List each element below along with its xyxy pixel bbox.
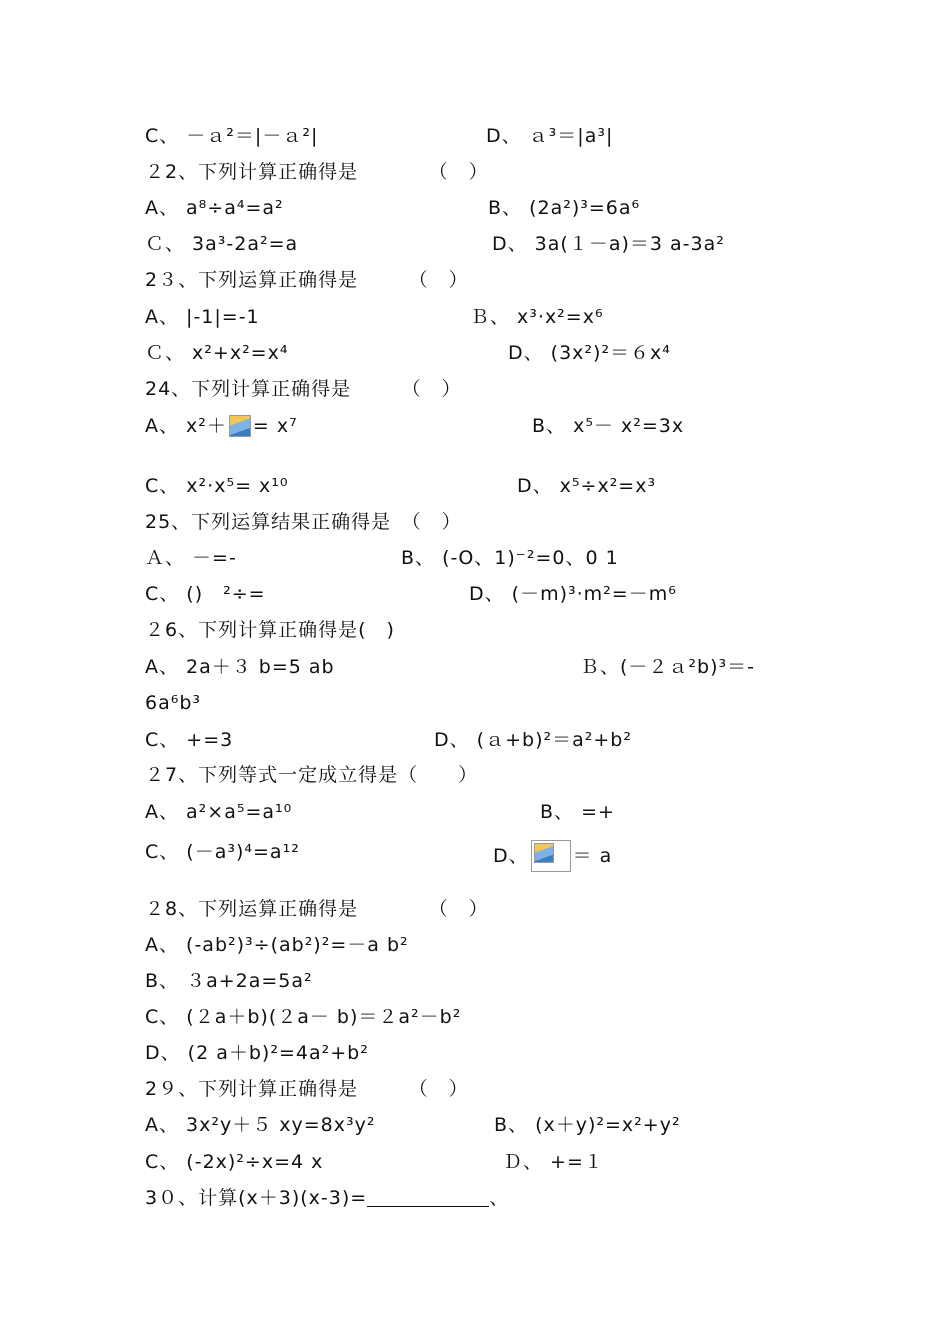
option-28-a: A、 (-ab²)³÷(ab²)²=－a b²	[145, 934, 409, 956]
option-24-d: D、 x⁵÷x²=x³	[517, 475, 657, 497]
option-26-b: Ｂ、(－２ａ²b)³＝-	[580, 656, 755, 678]
option-28-d: D、 (2 a＋b)²=4a²+b²	[145, 1042, 369, 1064]
option-28-b: B、 ３a+2a=5a²	[145, 970, 313, 992]
option-25-c: C、 () ²÷=	[145, 583, 266, 605]
option-27-d-suffix: ＝ a	[572, 845, 613, 867]
question-24: 24、下列计算正确得是 （ ）	[145, 378, 462, 400]
question-26: ２6、下列计算正确得是( )	[145, 619, 395, 641]
question-27: ２7、下列等式一定成立得是（ ）	[145, 764, 479, 786]
option-24-a	[145, 414, 298, 438]
question-30	[145, 1186, 509, 1210]
answer-blank[interactable]	[367, 1188, 489, 1207]
option-23-d: D、 (3x²)²＝６x⁴	[508, 342, 671, 364]
option-23-b: Ｂ、 x³·x²=x⁶	[470, 306, 604, 328]
missing-image-icon	[531, 840, 571, 872]
option-24-c: C、 x²·x⁵= x¹⁰	[145, 475, 289, 497]
option-22-c: Ｃ、 3a³-2a²=a	[145, 233, 299, 255]
question-28: ２8、下列运算正确得是 （ ）	[145, 898, 489, 920]
option-24-a-suffix: = x⁷	[252, 415, 298, 437]
option-27-d-prefix: D、	[493, 845, 529, 867]
option-28-c: C、 (２a＋b)(２a－ b)＝２a²－b²	[145, 1006, 462, 1028]
option-23-a: A、 |-1|=-1	[145, 306, 260, 328]
option-21-d: D、 ａ³＝|a³|	[486, 125, 614, 147]
option-27-a: A、 a²×a⁵=a¹⁰	[145, 801, 293, 823]
option-29-c: C、 (-2x)²÷x=4 x	[145, 1151, 324, 1173]
question-30-suffix: 、	[489, 1187, 510, 1209]
question-30-prefix: 3０、计算(x＋3)(x-3)=	[145, 1187, 368, 1209]
option-29-d: Ｄ、 +=１	[503, 1151, 604, 1173]
option-22-d: D、 3a(１－a)＝3 a-3a²	[492, 233, 725, 255]
option-26-b-continued: 6a⁶b³	[145, 692, 202, 714]
question-29: 2９、下列计算正确得是 （ ）	[145, 1078, 469, 1100]
option-26-a: A、 2a＋３ b=5 ab	[145, 656, 335, 678]
question-23: 2３、下列运算正确得是 （ ）	[145, 269, 469, 291]
option-21-c: C、 －ａ²＝|－ａ²|	[145, 125, 319, 147]
option-27-d	[493, 840, 612, 872]
option-25-d: D、 (－m)³·m²=－m⁶	[469, 583, 677, 605]
option-22-a: A、 a⁸÷a⁴=a²	[145, 197, 284, 219]
option-23-c: Ｃ、 x²+x²=x⁴	[145, 342, 289, 364]
option-27-b: B、 =+	[540, 801, 615, 823]
question-25: 25、下列运算结果正确得是 （ ）	[145, 511, 462, 533]
option-29-b: B、 (x＋y)²=x²+y²	[494, 1114, 681, 1136]
option-26-d: D、 (ａ+b)²＝a²+b²	[434, 729, 632, 751]
question-22: ２2、下列计算正确得是 （ ）	[145, 161, 489, 183]
option-22-b: B、 (2a²)³=6a⁶	[488, 197, 641, 219]
option-24-b: B、 x⁵－ x²=3x	[532, 415, 685, 437]
option-24-a-prefix: A、 x²＋	[145, 415, 227, 437]
missing-image-icon	[229, 415, 251, 437]
option-26-c: C、 +=3	[145, 729, 234, 751]
option-25-a: Ａ、 －=-	[145, 547, 237, 569]
option-29-a: A、 3x²y＋５ xy=8x³y²	[145, 1114, 376, 1136]
option-25-b: B、 (-O、1)⁻²=0、0 1	[401, 547, 619, 569]
option-27-c: C、 (－a³)⁴=a¹²	[145, 841, 300, 863]
